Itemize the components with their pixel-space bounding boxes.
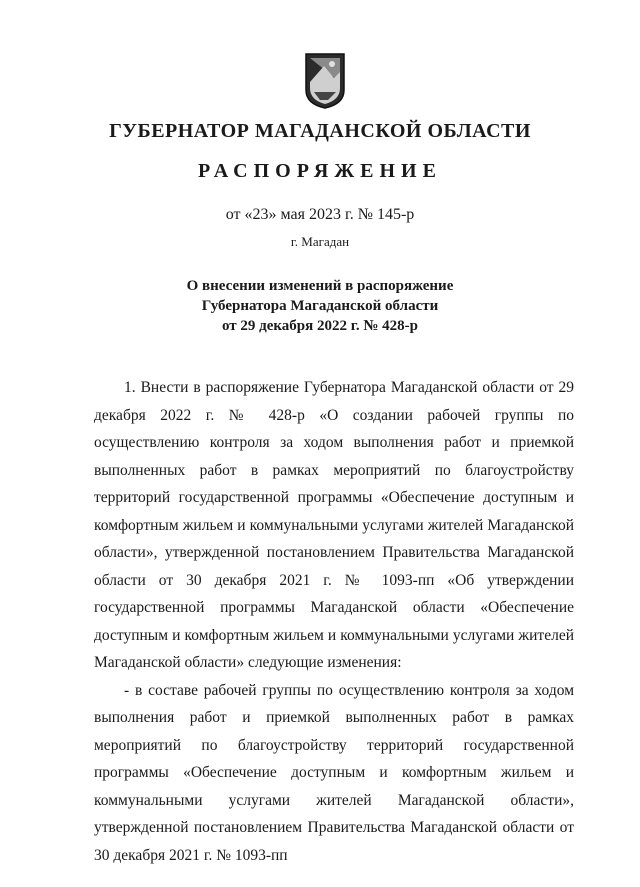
body-paragraph: - в составе рабочей группы по осуществлению контроля за ходом выполнения работ и приемкой выполненных работ в рамках мероприятий по благоустройству территорий государственной программы «Обеспечение доступным и комфортным жильем и коммунальными услугами жителей Магаданской области», утвержденной постановлением Правительства Магаданской области от 30 декабря 2021 г. № 1093-пп (94, 681, 574, 864)
document-dateline: от «23» мая 2023 г. № 145-р (225, 206, 415, 223)
document-city: г. Магадан (290, 234, 350, 249)
subject-line: Губернатора Магаданской области (201, 298, 439, 314)
coat-of-arms-icon (304, 52, 346, 110)
authority-title: ГУБЕРНАТОР МАГАДАНСКОЙ ОБЛАСТИ (109, 120, 531, 142)
subject-line: от 29 декабря 2022 г. № 428-р (221, 318, 419, 334)
document-body (94, 374, 574, 869)
subject-line: О внесении изменений в распоряжение (186, 278, 454, 294)
document-type-title: РАСПОРЯЖЕНИЕ (198, 160, 442, 182)
body-paragraph: 1. Внести в распоряжение Губернатора Магаданской области от 29 декабря 2022 г. № 428-р «О создании рабочей группы по осуществлению контроля за ходом выполнения работ и приемкой выполненных работ в рамках мероприятий по благоустройству территорий государственной программы «Обеспечение доступным и комфортным жильем и коммунальными услугами жителей Магаданской области», утвержденной постановлением Правительства Магаданской области от 30 декабря 2021 г. № 1093-пп «Об утверждении государственной программы Магаданской области «Обеспечение доступным и комфортным жильем и коммунальными услугами жителей Магаданской области» следующие изменения: (94, 379, 574, 671)
document-subject (0, 276, 640, 336)
